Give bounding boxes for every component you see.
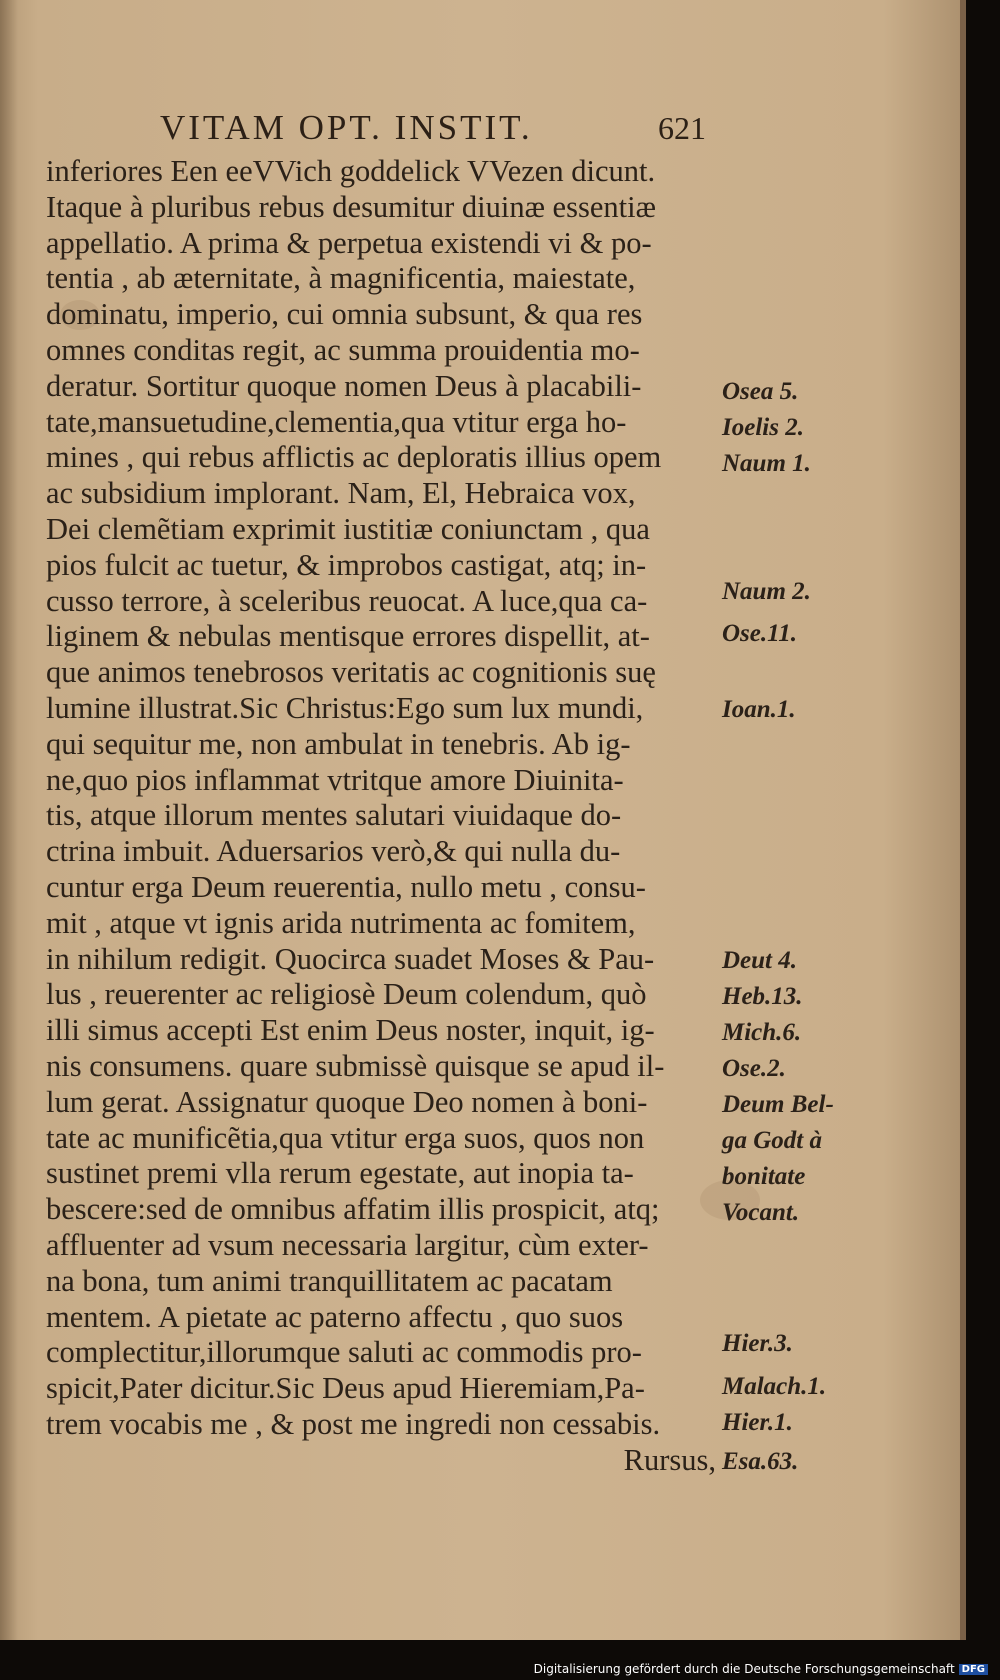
text-line: mentem. A pietate ac paterno affectu , quo suos	[46, 1299, 624, 1334]
text-line: na bona, tum animi tranquillitatem ac pacatam	[46, 1263, 613, 1298]
text-line: mines , qui rebus afflictis ac deploratis illius opem	[46, 440, 662, 475]
margin-note: bonitate	[722, 1163, 806, 1190]
text-line: bescere:sed de omnibus affatim illis prospicit, atq;	[46, 1192, 660, 1227]
text-line: mit , atque vt ignis arida nutrimenta ac fomitem,	[46, 905, 636, 940]
margin-note: Hier.3.	[722, 1330, 793, 1357]
text-line: ac subsidium implorant. Nam, El, Hebraica vox,	[46, 476, 636, 511]
margin-note: Mich.6.	[722, 1019, 802, 1046]
text-line: lus , reuerenter ac religiosè Deum colendum, quò	[46, 977, 647, 1012]
text-line: tis, atque illorum mentes salutari viuidaque do-	[46, 798, 622, 833]
text-line: illi simus accepti Est enim Deus noster, inquit, ig-	[46, 1013, 655, 1048]
text-line: tate,mansuetudine,clementia,qua vtitur erga ho-	[46, 404, 627, 439]
margin-note: Malach.1.	[722, 1373, 827, 1400]
text-line: ne,quo pios inflammat vtritque amore Diuinita-	[46, 762, 624, 797]
page-number: 621	[658, 110, 706, 146]
text-line: dominatu, imperio, cui omnia subsunt, & qua res	[46, 297, 643, 332]
margin-note: ga Godt à	[722, 1127, 822, 1154]
margin-note: Heb.13.	[722, 983, 803, 1010]
margin-note: Naum 1.	[722, 450, 811, 477]
text-line: tentia , ab æternitate, à magnificentia, maiestate,	[46, 261, 636, 296]
text-line: cusso terrore, à sceleribus reuocat. A luce,qua ca-	[46, 583, 648, 618]
text-line: in nihilum redigit. Quocirca suadet Moses & Pau-	[46, 941, 655, 976]
text-line: lumine illustrat.Sic Christus:Ego sum lux mundi,	[46, 690, 644, 725]
text-line: trem vocabis me , & post me ingredi non cessabis.	[46, 1406, 661, 1441]
text-line: tate ac munificẽtia,qua vtitur erga suos, quos non	[46, 1120, 645, 1155]
margin-note: Ose.2.	[722, 1055, 786, 1082]
text-line: spicit,Pater dicitur.Sic Deus apud Hieremiam,Pa-	[46, 1371, 645, 1406]
text-line: Dei clemẽtiam exprimit iustitiæ coniunctam , qua	[46, 511, 650, 546]
text-line: pios fulcit ac tuetur, & improbos castigat, atq; in-	[46, 547, 647, 582]
margin-note: Vocant.	[722, 1199, 800, 1226]
credit-text: Digitalisierung gefördert durch die Deutsche Forschungsgemeinschaft	[533, 1662, 955, 1676]
text-line: que animos tenebrosos veritatis ac cognitionis suę	[46, 655, 656, 690]
text-line: omnes conditas regit, ac summa prouidentia mo-	[46, 332, 640, 367]
margin-note: Deut 4.	[722, 947, 797, 974]
margin-note: Hier.1.	[722, 1409, 793, 1436]
digitization-credit	[534, 1662, 988, 1676]
text-line: qui sequitur me, non ambulat in tenebris. Ab ig-	[46, 726, 631, 761]
main-text	[46, 154, 716, 1478]
text-line: cuntur erga Deum reuerentia, nullo metu , consu-	[46, 869, 646, 904]
text-line: nis consumens. quare submissè quisque se apud il-	[46, 1048, 665, 1083]
text-line: lum gerat. Assignatur quoque Deo nomen à boni-	[46, 1084, 648, 1119]
text-line: sustinet premi vlla rerum egestate, aut inopia ta-	[46, 1156, 634, 1191]
margin-note: Esa.63.	[722, 1448, 799, 1475]
text-line: complectitur,illorumque saluti ac commodis pro-	[46, 1335, 642, 1370]
text-line: deratur. Sortitur quoque nomen Deus à placabili-	[46, 368, 642, 403]
margin-note: Ose.11.	[722, 620, 797, 647]
text-line: affluenter ad vsum necessaria largitur, cùm exter-	[46, 1227, 649, 1262]
text-line: liginem & nebulas mentisque errores dispellit, at-	[46, 619, 650, 654]
dfg-logo: DFG	[959, 1664, 988, 1675]
margin-note: Ioan.1.	[722, 696, 796, 723]
margin-note: Naum 2.	[722, 578, 811, 605]
running-title: VITAM OPT. INSTIT.	[160, 108, 533, 147]
margin-note: Ioelis 2.	[722, 414, 804, 441]
text-line: appellatio. A prima & perpetua existendi vi & po-	[46, 225, 652, 260]
text-line: inferiores Een eeVVich goddelick VVezen dicunt.	[46, 154, 656, 188]
catchword: Rursus,	[623, 1442, 716, 1477]
text-line: ctrina imbuit. Aduersarios verò,& qui nulla du-	[46, 834, 621, 869]
margin-note: Osea 5.	[722, 378, 799, 405]
margin-note: Deum Bel-	[722, 1091, 834, 1118]
text-line: Itaque à pluribus rebus desumitur diuinæ essentiæ	[46, 189, 656, 224]
